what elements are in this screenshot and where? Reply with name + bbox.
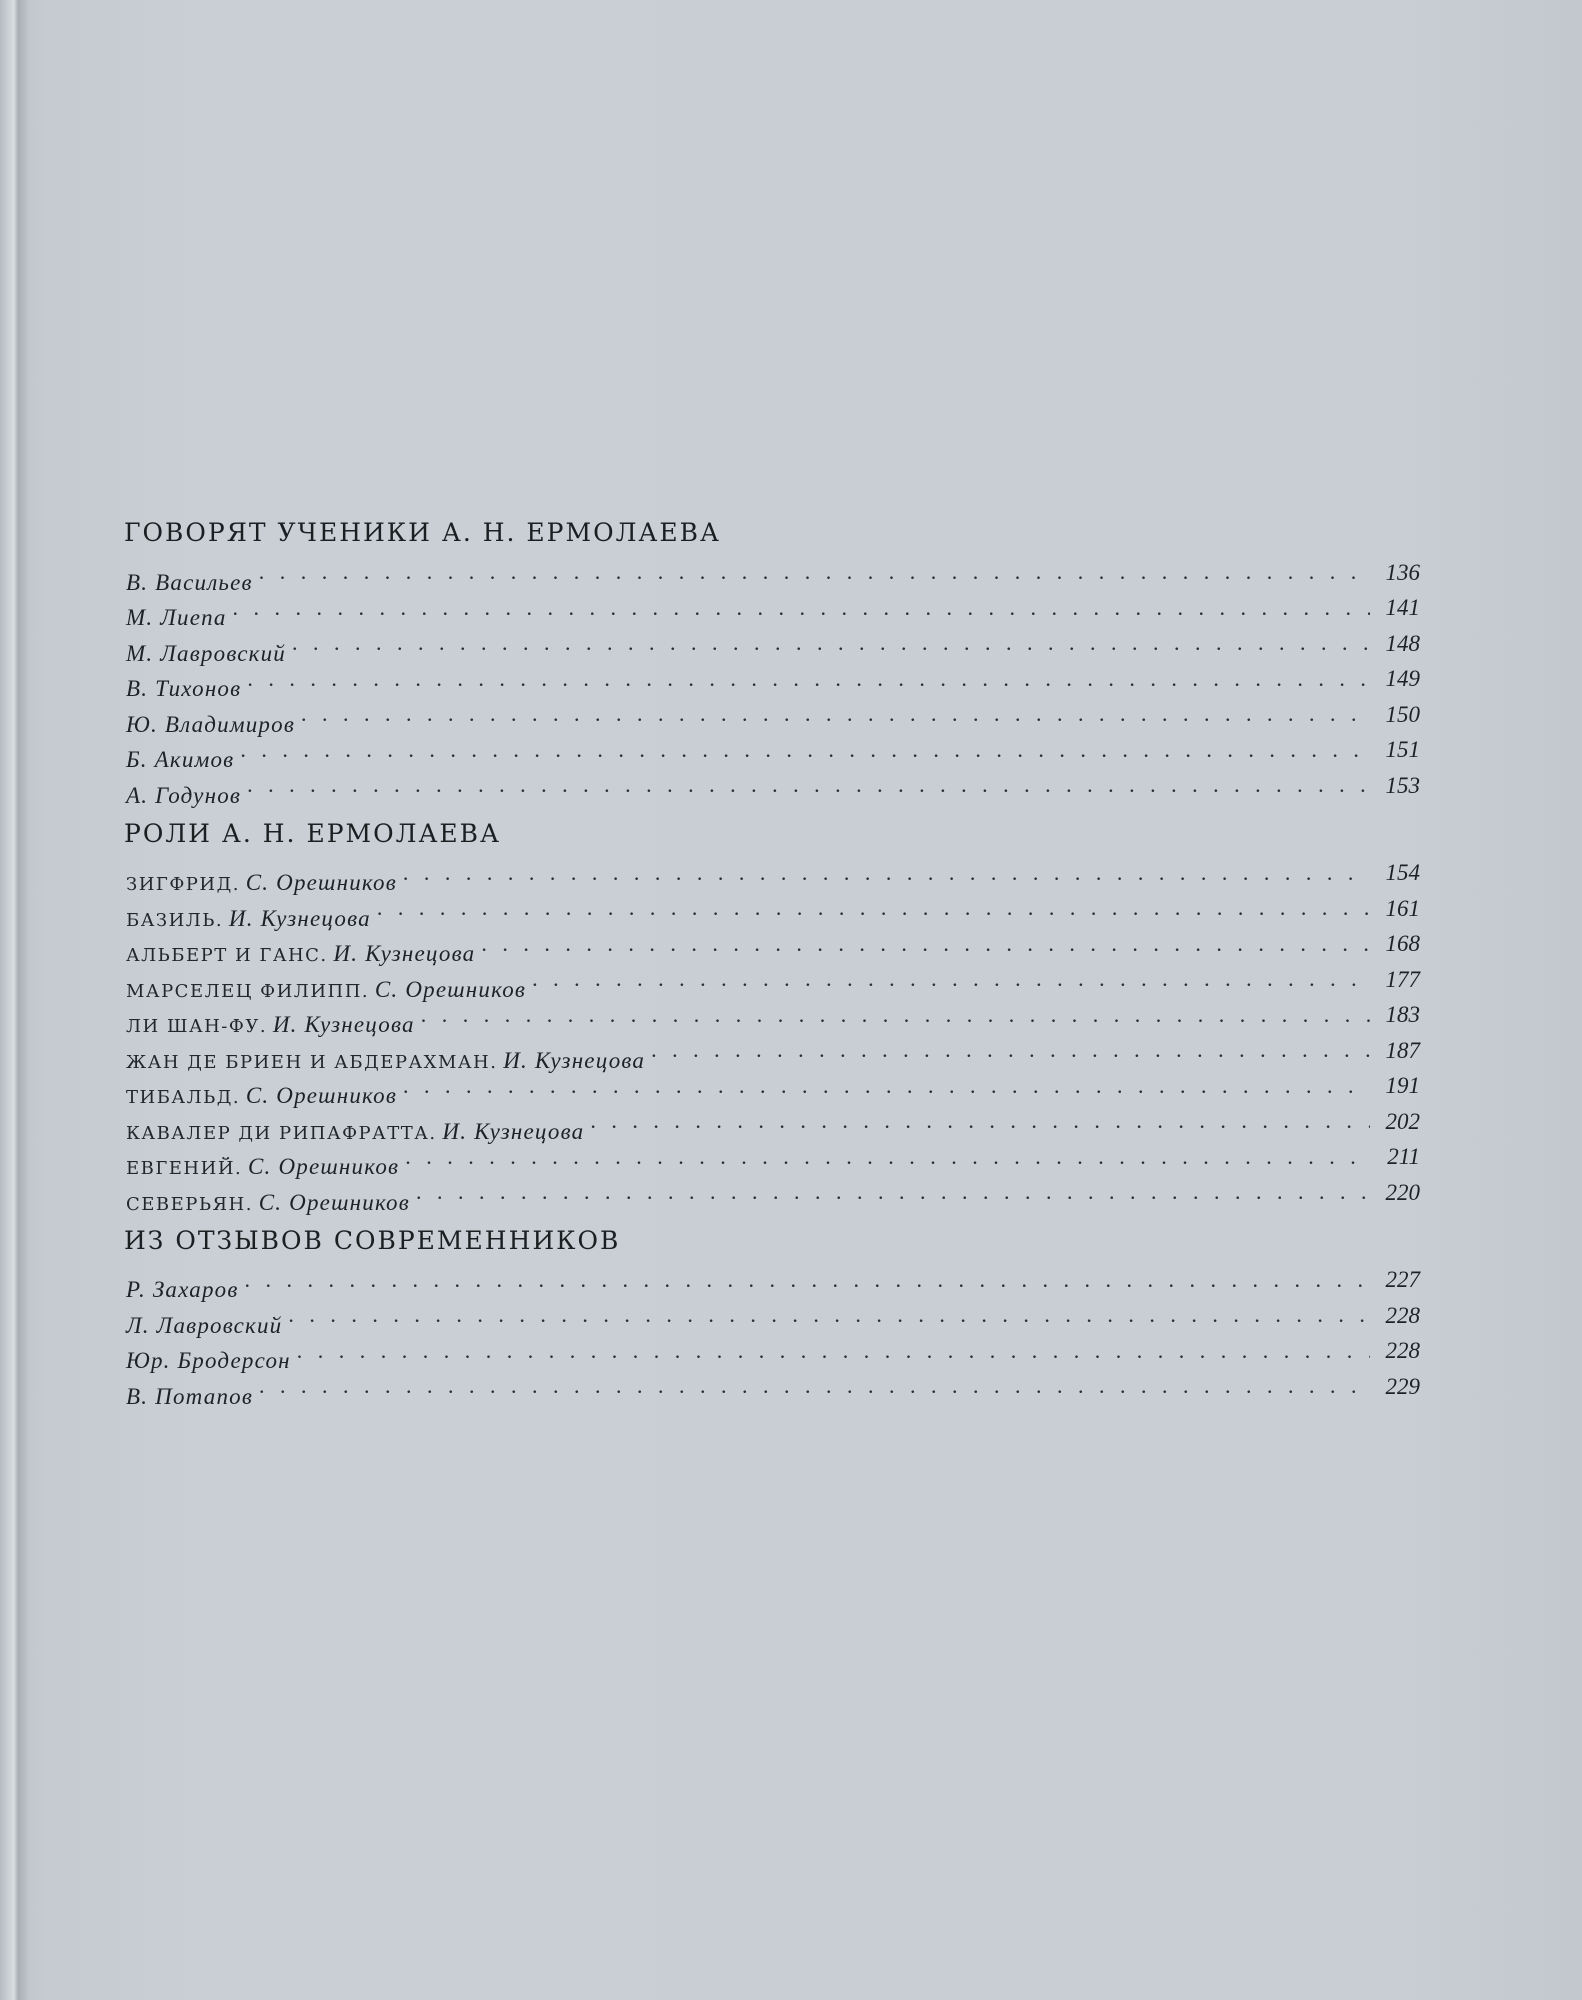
toc-section-students xyxy=(120,512,1420,808)
dot-leader xyxy=(259,554,1370,590)
entry-author: И. Кузнецова xyxy=(503,1047,646,1073)
entry-author: Юр. Бродерсон xyxy=(126,1348,291,1373)
dot-leader xyxy=(247,661,1370,697)
dot-leader xyxy=(301,696,1370,732)
dot-leader xyxy=(421,997,1370,1033)
entry-author: М. Лиепа xyxy=(126,605,227,630)
entry-page-number: 227 xyxy=(1385,1267,1420,1292)
entry-author: В. Потапов xyxy=(126,1383,254,1409)
entry-label xyxy=(120,865,397,903)
section-title: ГОВОРЯТ УЧЕНИКИ А. Н. ЕРМОЛАЕВА xyxy=(124,518,721,547)
entry-page-number: 149 xyxy=(1385,666,1420,691)
toc-entry xyxy=(120,554,1420,595)
dot-leader xyxy=(416,1174,1370,1210)
entry-label xyxy=(120,1078,397,1116)
entry-author: С. Орешников xyxy=(258,1189,410,1215)
entry-author: И. Кузнецова xyxy=(442,1118,585,1144)
entry-author: С. Орешников xyxy=(374,976,527,1002)
entry-label xyxy=(120,901,371,939)
entry-author: С. Орешников xyxy=(245,1083,398,1108)
toc-entry xyxy=(120,1262,1420,1302)
entry-label xyxy=(120,671,241,707)
entry-label xyxy=(120,1185,410,1223)
entry-role: ТИБАЛЬД. xyxy=(126,1087,241,1108)
entry-page-number: 211 xyxy=(1387,1144,1420,1169)
entry-author: Ю. Владимиров xyxy=(126,711,295,737)
entry-label xyxy=(120,1379,253,1415)
toc-entry xyxy=(120,625,1420,666)
entry-page-number: 148 xyxy=(1385,630,1420,656)
entry-page-number: 177 xyxy=(1385,966,1420,992)
toc-section-roles xyxy=(120,813,1420,1215)
dot-leader xyxy=(405,1139,1370,1175)
toc-entry xyxy=(120,767,1420,808)
table-of-contents xyxy=(120,512,1420,1414)
entry-label xyxy=(120,936,475,974)
dot-leader xyxy=(651,1032,1370,1068)
entry-page-number: 136 xyxy=(1385,559,1420,585)
entry-author: Р. Захаров xyxy=(126,1277,239,1302)
entry-author: И. Кузнецова xyxy=(228,905,371,931)
dot-leader xyxy=(377,890,1370,926)
entry-page-number: 150 xyxy=(1385,701,1420,727)
entry-author: Л. Лавровский xyxy=(126,1312,283,1338)
entry-author: И. Кузнецова xyxy=(333,941,476,966)
entry-role: ЗИГФРИД. xyxy=(126,874,240,895)
entry-label xyxy=(120,600,227,636)
entry-label xyxy=(120,1149,399,1187)
entry-role: ЕВГЕНИЙ. xyxy=(126,1158,243,1179)
entry-role: МАРСЕЛЕЦ ФИЛИПП. xyxy=(126,980,370,1002)
entry-page-number: 161 xyxy=(1385,895,1420,921)
entry-page-number: 228 xyxy=(1385,1302,1420,1328)
entry-label xyxy=(120,778,241,814)
entry-author: И. Кузнецова xyxy=(272,1012,415,1037)
entry-label xyxy=(120,1308,282,1344)
entry-label xyxy=(120,1272,239,1308)
entry-page-number: 228 xyxy=(1385,1338,1420,1363)
dot-leader xyxy=(481,926,1370,962)
section-title: РОЛИ А. Н. ЕРМОЛАЕВА xyxy=(124,818,501,848)
entry-page-number: 183 xyxy=(1385,1002,1420,1027)
entry-role: БАЗИЛЬ. xyxy=(126,909,224,931)
entry-author: В. Васильев xyxy=(126,569,253,595)
dot-leader xyxy=(245,1262,1370,1298)
entry-label xyxy=(120,742,234,778)
toc-entry xyxy=(120,661,1420,701)
entry-role: ЛИ ШАН-ФУ. xyxy=(126,1016,268,1037)
entry-role: КАВАЛЕР ДИ РИПАФРАТТА. xyxy=(126,1122,437,1144)
section-title: ИЗ ОТЗЫВОВ СОВРЕМЕННИКОВ xyxy=(124,1225,621,1255)
dot-leader xyxy=(240,732,1370,768)
entry-page-number: 191 xyxy=(1385,1073,1420,1098)
entry-role: АЛЬБЕРТ И ГАНС. xyxy=(126,945,328,966)
entry-author: Б. Акимов xyxy=(126,747,235,772)
entry-page-number: 220 xyxy=(1385,1179,1420,1205)
entry-page-number: 154 xyxy=(1385,860,1420,885)
dot-leader xyxy=(590,1103,1370,1139)
entry-author: В. Тихонов xyxy=(126,676,242,701)
entry-author: С. Орешников xyxy=(245,870,397,895)
toc-entry xyxy=(120,855,1420,895)
toc-entry xyxy=(120,696,1420,737)
dot-leader xyxy=(403,1068,1370,1104)
entry-page-number: 168 xyxy=(1385,931,1420,956)
toc-entry xyxy=(120,732,1420,772)
entry-page-number: 202 xyxy=(1385,1108,1420,1134)
page-binding xyxy=(0,0,52,2000)
dot-leader xyxy=(403,855,1370,891)
dot-leader xyxy=(233,590,1370,626)
entry-role: СЕВЕРЬЯН. xyxy=(126,1193,253,1215)
dot-leader xyxy=(532,961,1370,997)
toc-entry xyxy=(120,590,1420,630)
entry-label xyxy=(120,1007,415,1045)
dot-leader xyxy=(297,1333,1370,1369)
entry-page-number: 187 xyxy=(1385,1037,1420,1063)
entry-author: С. Орешников xyxy=(248,1154,400,1179)
entry-page-number: 141 xyxy=(1385,595,1420,620)
entry-page-number: 153 xyxy=(1385,772,1420,798)
toc-entry xyxy=(120,1297,1420,1338)
toc-entry xyxy=(120,1368,1420,1409)
dot-leader xyxy=(259,1368,1370,1404)
toc-entry xyxy=(120,1333,1420,1373)
entry-author: А. Годунов xyxy=(126,782,242,808)
entry-role: ЖАН ДЕ БРИЕН И АБДЕРАХМАН. xyxy=(126,1051,498,1073)
dot-leader xyxy=(292,625,1370,661)
toc-section-reviews xyxy=(120,1220,1420,1409)
dot-leader xyxy=(288,1297,1370,1333)
entry-page-number: 229 xyxy=(1385,1373,1420,1399)
entry-author: М. Лавровский xyxy=(126,640,286,666)
entry-page-number: 151 xyxy=(1385,737,1420,762)
dot-leader xyxy=(247,767,1370,803)
